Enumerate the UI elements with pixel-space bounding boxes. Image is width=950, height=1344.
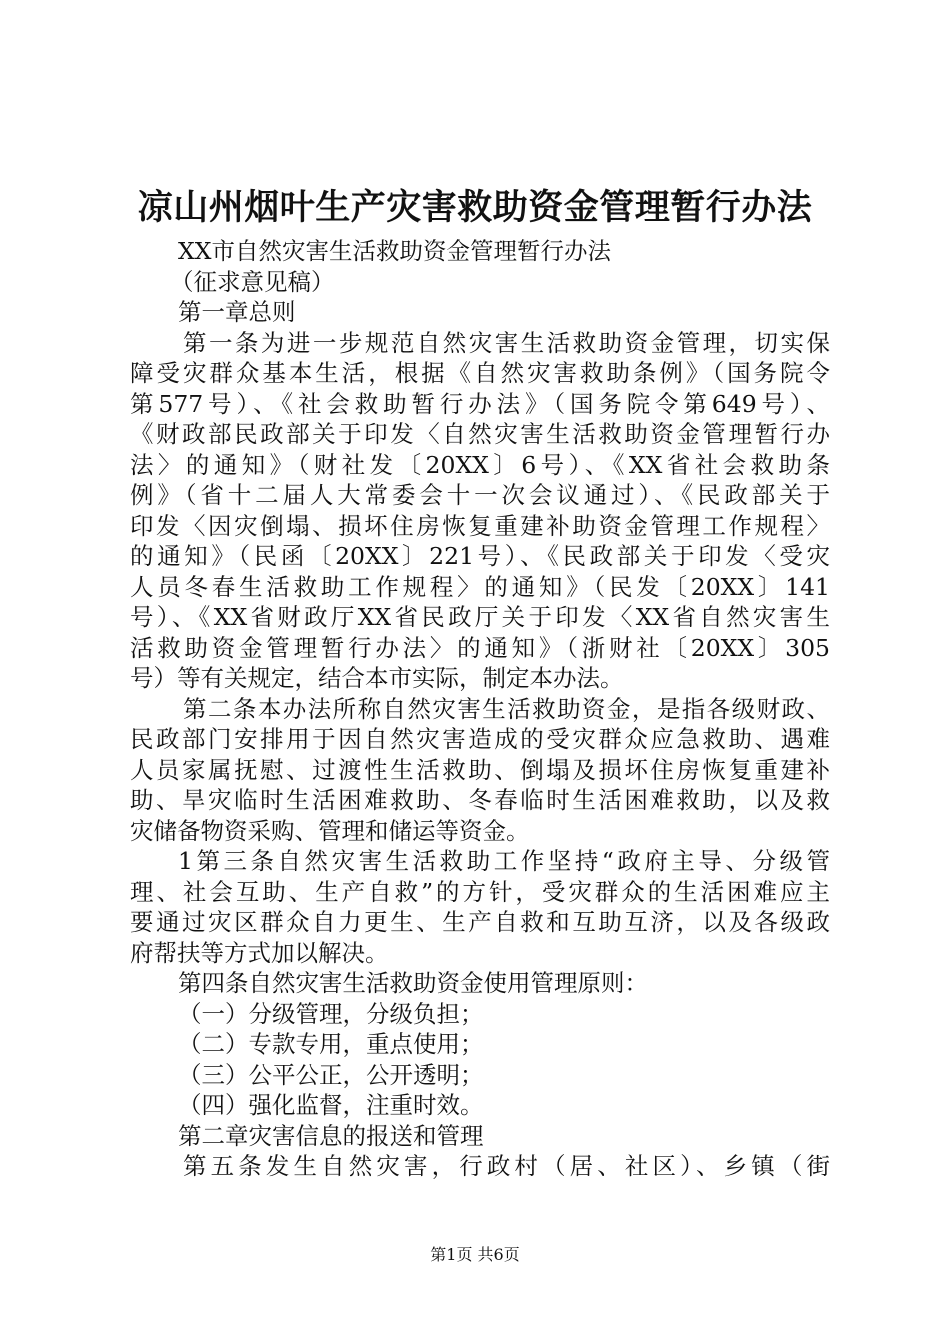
body-line: 1第三条自然灾害生活救助工作坚持“政府主导、分级管: [178, 847, 830, 875]
body-line: 第577号）、《社会救助暂行办法》（国务院令第649号）、: [130, 389, 830, 418]
body-line: 的通知》（民函〔20XX〕221号）、《民政部关于印发〈受灾: [130, 542, 830, 570]
list-item: （二）专款专用，重点使用；: [178, 1030, 484, 1058]
body-line: 理、社会互助、生产自救”的方针，受灾群众的生活困难应主: [130, 877, 830, 906]
list-item: （三）公平公正，公开透明；: [178, 1060, 484, 1089]
chapter-heading: 第一章总则: [178, 298, 296, 326]
body-line: 障受灾群众基本生活，根据《自然灾害救助条例》（国务院令: [130, 359, 830, 387]
body-line: 府帮扶等方式加以解决。: [130, 938, 389, 967]
subtitle-line: XX市自然灾害生活救助资金管理暂行办法: [178, 237, 611, 265]
chapter-heading: 第二章灾害信息的报送和管理: [178, 1121, 484, 1150]
body-line: 人员家属抚慰、过渡性生活救助、倒塌及损坏住房恢复重建补: [130, 755, 830, 784]
body-line: 人员冬春生活救助工作规程〉的通知》（民发〔20XX〕141: [130, 572, 830, 601]
body-line: 号）等有关规定，结合本市实际，制定本办法。: [130, 664, 624, 692]
body-line: 《财政部民政部关于印发〈自然灾害生活救助资金管理暂行办: [130, 420, 830, 448]
body-line: 第一条为进一步规范自然灾害生活救助资金管理，切实保: [183, 328, 830, 357]
body-line: 第二条本办法所称自然灾害生活救助资金，是指各级财政、: [183, 694, 830, 723]
document-body: [130, 236, 830, 1182]
draft-note-line: （征求意见稿）: [170, 267, 335, 296]
list-item: （四）强化监督，注重时效。: [178, 1091, 484, 1119]
body-line: 印发〈因灾倒塌、损坏住房恢复重建补助资金管理工作规程〉: [130, 511, 830, 540]
list-item: （一）分级管理，分级负担；: [178, 999, 484, 1028]
body-line: 法〉的通知》（财社发〔20XX〕6号）、《XX省社会救助条: [130, 450, 830, 479]
body-line: 第五条发生自然灾害，行政村（居、社区）、乡镇（街: [183, 1152, 830, 1180]
document-title: 凉山州烟叶生产灾害救助资金管理暂行办法: [137, 187, 813, 228]
body-line: 第四条自然灾害生活救助资金使用管理原则：: [178, 969, 648, 997]
body-line: 灾储备物资采购、管理和储运等资金。: [130, 816, 530, 845]
body-line: 活救助资金管理暂行办法〉的通知》（浙财社〔20XX〕305: [130, 633, 830, 662]
body-line: 例》（省十二届人大常委会十一次会议通过）、《民政部关于: [130, 481, 830, 509]
body-line: 助、旱灾临时生活困难救助、冬春临时生活困难救助，以及救: [130, 786, 830, 814]
body-line: 要通过灾区群众自力更生、生产自救和互助互济，以及各级政: [130, 908, 830, 936]
body-line: 民政部门安排用于因自然灾害造成的受灾群众应急救助、遇难: [130, 725, 830, 753]
page-number: 第1页 共6页: [430, 1245, 520, 1264]
body-line: 号）、《XX省财政厅XX省民政厅关于印发〈XX省自然灾害生: [130, 603, 830, 631]
